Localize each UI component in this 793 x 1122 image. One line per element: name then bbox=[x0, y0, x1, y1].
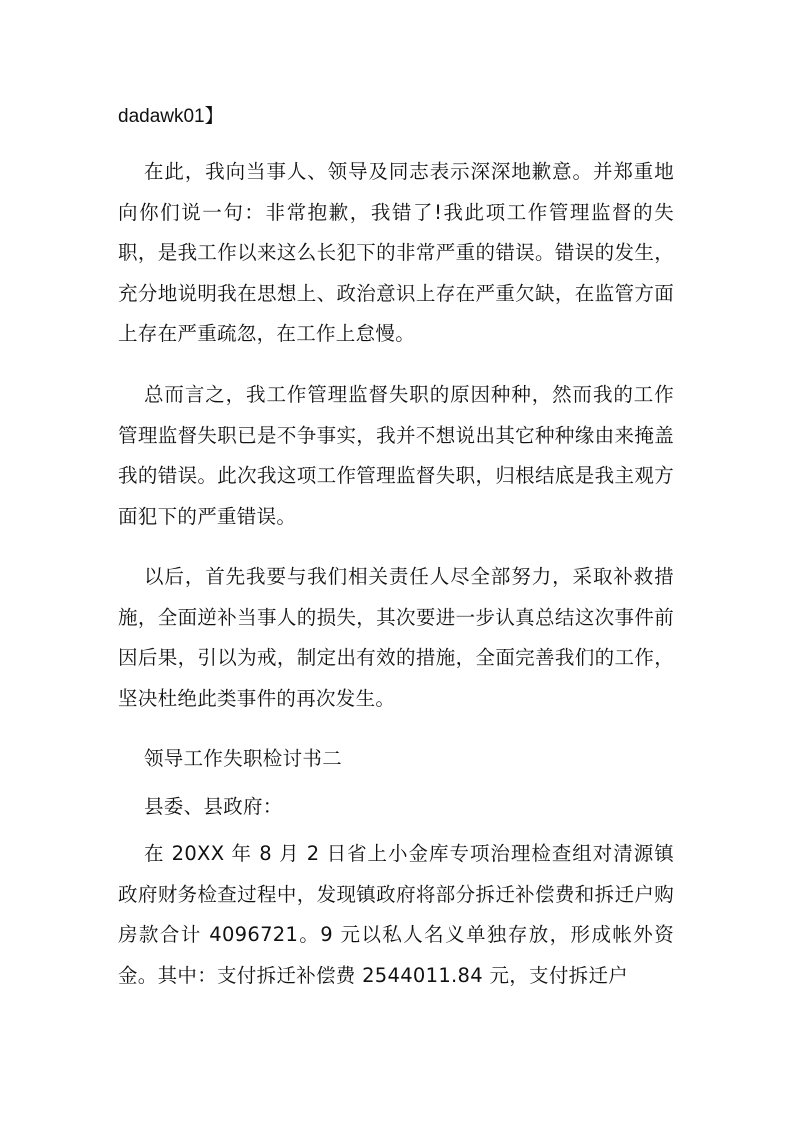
section-heading: 领导工作失职检讨书二 bbox=[144, 747, 343, 770]
reference-code: dadawk01】 bbox=[118, 106, 224, 127]
salutation: 县委、县政府： bbox=[144, 795, 283, 818]
paragraph-incident: 在 20XX 年 8 月 2 日省上小金库专项治理检查组对清源镇政府财务检查过程中，发现镇政府将部分拆迁补偿费和拆迁户购房款合计 4096721。9 元以私人名义单独存放，形成帐外资金。其中：支付拆迁补偿费 2544011.84 元，支付拆迁户 bbox=[118, 842, 674, 987]
paragraph-apology: 在此，我向当事人、领导及同志表示深深地歉意。并郑重地向你们说一句：非常抱歉，我错了!我此项工作管理监督的失职，是我工作以来这么长犯下的非常严重的错误。错误的发生，充分地说明我在思想上、政治意识上存在严重欠缺，在监管方面上存在严重疏忽，在工作上怠慢。 bbox=[118, 160, 674, 345]
paragraph-remedy: 以后，首先我要与我们相关责任人尽全部努力，采取补救措施，全面逆补当事人的损失，其次要进一步认真总结这次事件前因后果，引以为戒，制定出有效的措施，全面完善我们的工作，坚决杜绝此类事件的再次发生。 bbox=[118, 565, 674, 710]
paragraph-summary: 总而言之，我工作管理监督失职的原因种种，然而我的工作管理监督失职已是不争事实，我并不想说出其它种种缘由来掩盖我的错误。此次我这项工作管理监督失职，归根结底是我主观方面犯下的严重错误。 bbox=[118, 383, 674, 528]
